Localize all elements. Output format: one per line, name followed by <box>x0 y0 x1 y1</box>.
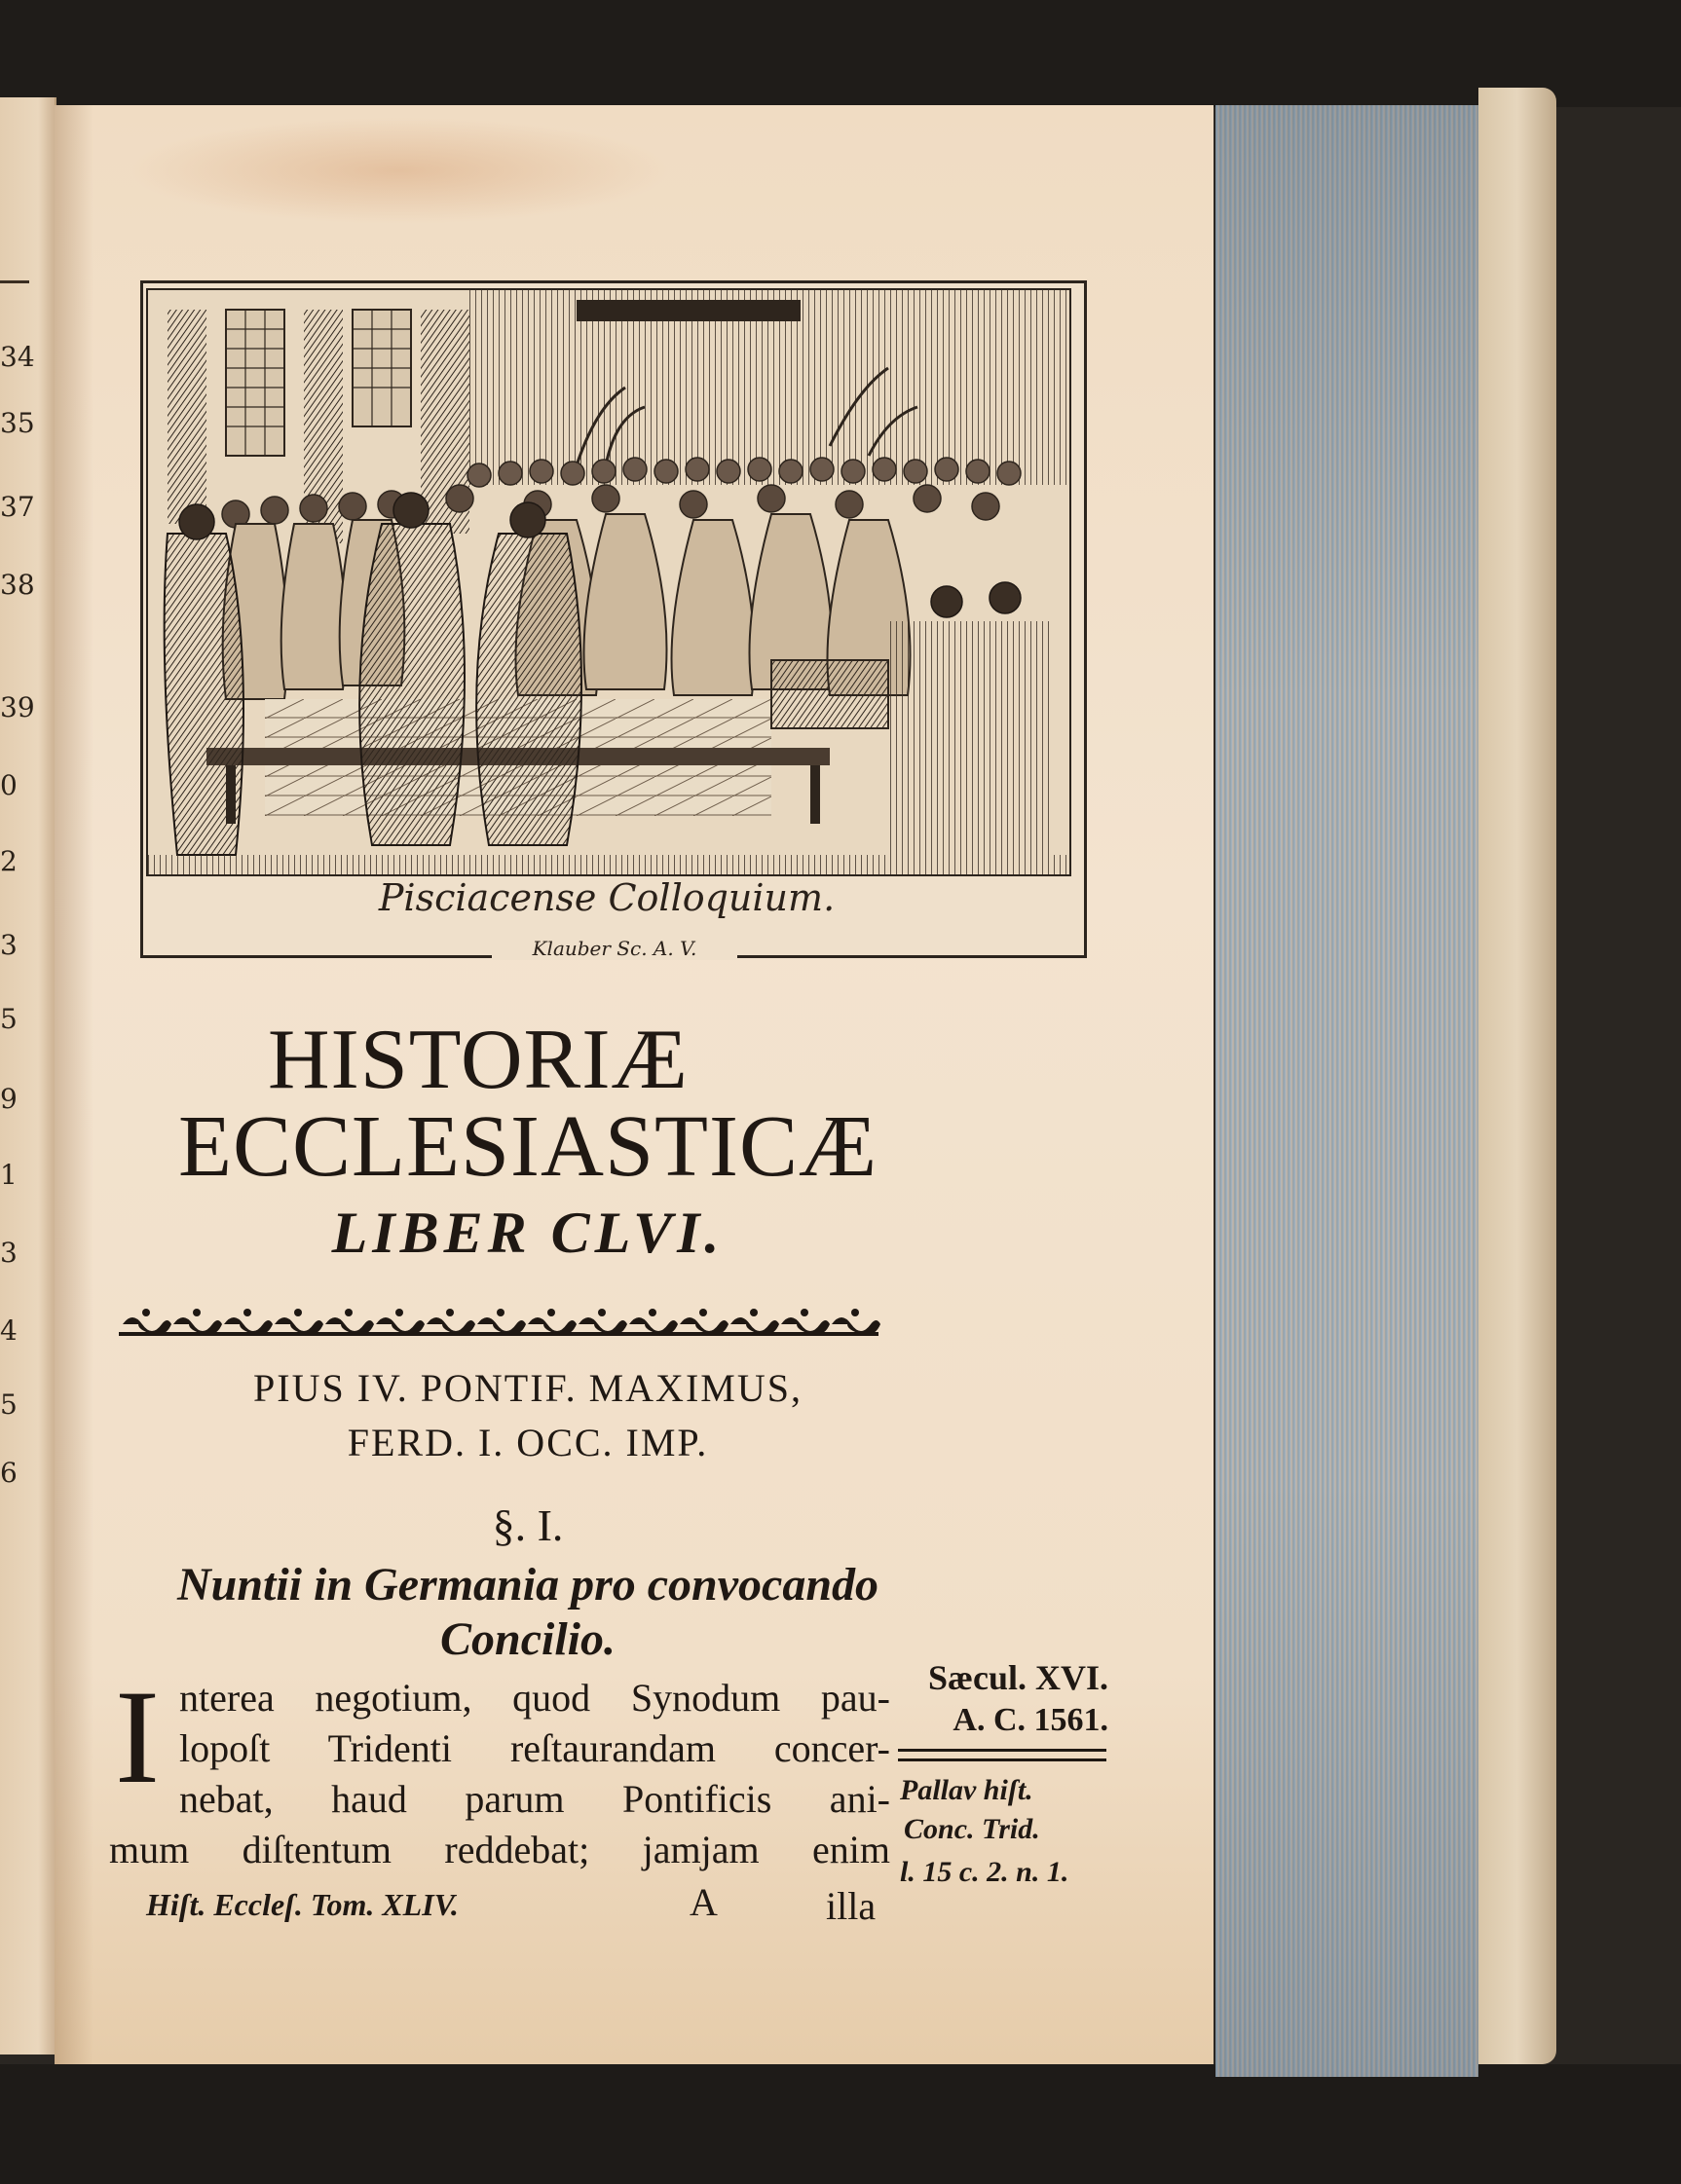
left-page-number: 9 <box>0 1083 18 1115</box>
left-page-number: 5 <box>0 1003 18 1035</box>
background-bottom <box>0 2064 1681 2184</box>
engraving-caption: Pisciacense Colloquium. <box>378 876 836 919</box>
left-page-number: 39 <box>0 691 35 723</box>
engraver-signature: Klauber Sc. A. V. <box>492 937 737 960</box>
title-line-1: HISTORIÆ <box>268 1013 689 1107</box>
gutter-shadow <box>55 105 93 2064</box>
section-heading-line-2: Concilio. <box>439 1613 616 1665</box>
margin-note: l. 15 c. 2. n. 1. <box>900 1856 1069 1888</box>
section-number: §. I. <box>492 1500 564 1550</box>
left-page-number: 38 <box>0 569 35 601</box>
left-page-number: 35 <box>0 407 35 439</box>
left-page-number: 3 <box>0 929 18 961</box>
fore-edge-shading <box>1215 105 1478 2077</box>
left-page-number: 4 <box>0 1314 18 1347</box>
margin-note: Pallav hiſt. <box>900 1774 1033 1806</box>
signature-title: Hiſt. Eccleſ. Tom. XLIV. <box>146 1887 459 1922</box>
left-page-number: 3 <box>0 1237 18 1269</box>
left-page-number: 2 <box>0 845 18 877</box>
ornamental-rule <box>119 1303 886 1346</box>
paper-stain <box>127 117 672 224</box>
book-number: LIBER CLVI. <box>331 1201 725 1265</box>
previous-page-edge <box>0 97 56 2054</box>
body-line: mum diſtentum reddebat; jamjam enim <box>109 1828 890 1871</box>
engraving-illustration <box>146 288 1071 876</box>
body-line: nterea negotium, quod Synodum pau- <box>179 1676 890 1720</box>
left-page-number: 0 <box>0 769 18 801</box>
left-page-number: 5 <box>0 1388 18 1421</box>
left-page-number: 34 <box>0 341 35 373</box>
left-page-number: 1 <box>0 1159 18 1191</box>
ruler-emperor: FERD. I. OCC. IMP. <box>347 1421 709 1464</box>
margin-rule <box>898 1749 1106 1752</box>
title-line-2: ECCLESIASTICÆ <box>177 1098 878 1195</box>
margin-century: Sæcul. XVI. <box>927 1658 1108 1697</box>
drop-initial: I <box>115 1662 160 1811</box>
left-page-number: 6 <box>0 1457 18 1489</box>
body-line: nebat, haud parum Pontificis ani- <box>179 1777 890 1821</box>
ruler-pope: PIUS IV. PONTIF. MAXIMUS, <box>253 1366 803 1410</box>
left-page-rule <box>0 280 29 283</box>
book-cover-edge <box>1478 88 1556 2064</box>
left-page-number: 37 <box>0 491 35 523</box>
body-line: lopoſt Tridenti reſtaurandam concer- <box>179 1726 890 1770</box>
margin-rule <box>898 1758 1106 1761</box>
background-top <box>0 0 1681 107</box>
margin-year: A. C. 1561. <box>953 1702 1108 1738</box>
catchword: illa <box>826 1884 877 1928</box>
signature-mark: A <box>690 1880 718 1924</box>
section-heading-line-1: Nuntii in Germania pro convocando <box>176 1559 879 1610</box>
margin-note: Conc. Trid. <box>904 1813 1040 1845</box>
